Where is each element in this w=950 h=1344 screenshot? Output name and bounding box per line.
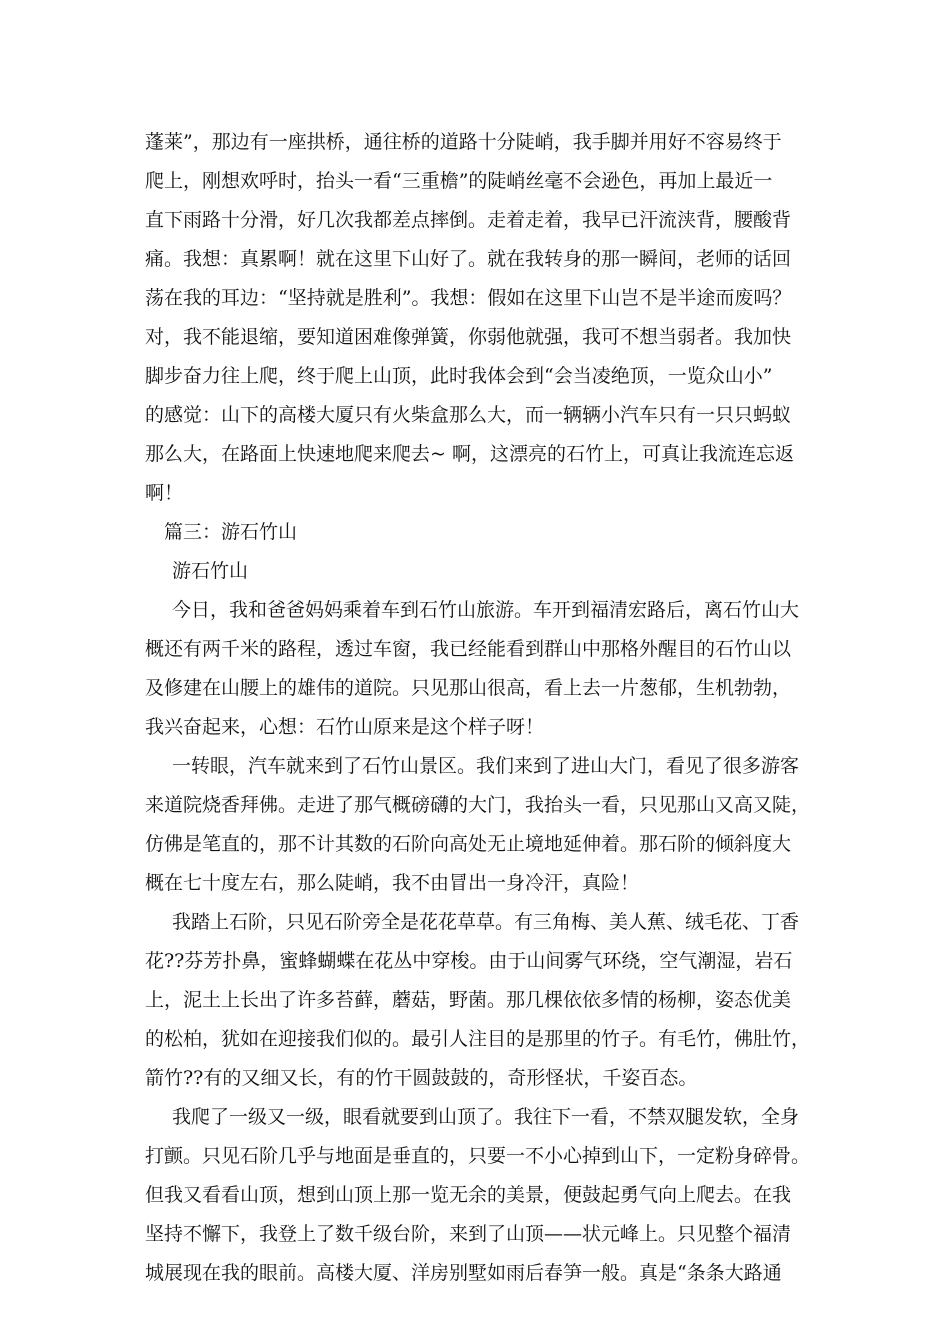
text-line: 今日，我和爸爸妈妈乘着车到石竹山旅游。车开到福清宏路后，离石竹山大 <box>172 599 800 621</box>
text-line: 啊！ <box>145 482 184 504</box>
section-heading: 篇三：游石竹山 <box>164 521 298 543</box>
text-line: 蓬莱”，那边有一座拱桥，通往桥的道路十分陡峭，我手脚并用好不容易终于 <box>145 131 782 153</box>
text-line: 花??芬芳扑鼻，蜜蜂蝴蝶在花丛中穿梭。由于山间雾气环绕，空气潮湿，岩石 <box>145 950 793 972</box>
text-line: 一转眼，汽车就来到了石竹山景区。我们来到了进山大门，看见了很多游客 <box>172 755 800 777</box>
article-title: 游石竹山 <box>172 560 249 582</box>
text-line: 爬上，刚想欢呼时，抬头一看“三重檐”的陡峭丝毫不会逊色，再加上最近一 <box>145 170 773 192</box>
text-line: 及修建在山腰上的雄伟的道院。只见那山很高，看上去一片葱郁，生机勃勃， <box>145 677 792 699</box>
text-line: 对，我不能退缩，要知道困难像弹簧，你弱他就强，我可不想当弱者。我加快 <box>145 326 792 348</box>
text-line: 概在七十度左右，那么陡峭，我不由冒出一身冷汗，真险！ <box>145 872 640 894</box>
text-line: 来道院烧香拜佛。走进了那气概磅礴的大门，我抬头一看，只见那山又高又陡， <box>145 794 811 816</box>
text-line: 的松柏，犹如在迎接我们似的。最引人注目的是那里的竹子。有毛竹，佛肚竹， <box>145 1028 811 1050</box>
text-line: 打颤。只见石阶几乎与地面是垂直的，只要一不小心掉到山下，一定粉身碎骨。 <box>145 1145 811 1167</box>
text-line: 荡在我的耳边：“坚持就是胜利”。我想：假如在这里下山岂不是半途而废吗？ <box>145 287 792 309</box>
text-line: 的感觉：山下的高楼大厦只有火柴盒那么大，而一辆辆小汽车只有一只只蚂蚁 <box>145 404 792 426</box>
text-line: 概还有两千米的路程，透过车窗，我已经能看到群山中那格外醒目的石竹山以 <box>145 638 792 660</box>
text-line: 直下雨路十分滑，好几次我都差点摔倒。走着走着，我早已汗流浃背，腰酸背 <box>145 209 792 231</box>
text-line: 上，泥土上长出了许多苔藓，蘑菇，野菌。那几棵依依多情的杨柳，姿态优美 <box>145 989 792 1011</box>
text-line: 坚持不懈下，我登上了数千级台阶，来到了山顶——状元峰上。只见整个福清 <box>145 1223 792 1245</box>
text-line: 我踏上石阶，只见石阶旁全是花花草草。有三角梅、美人蕉、绒毛花、丁香 <box>172 911 800 933</box>
text-line: 仿佛是笔直的，那不计其数的石阶向高处无止境地延伸着。那石阶的倾斜度大 <box>145 833 792 855</box>
text-line: 城展现在我的眼前。高楼大厦、洋房别墅如雨后春笋一般。真是“条条大路通 <box>145 1262 782 1284</box>
text-line: 我兴奋起来，心想：石竹山原来是这个样子呀！ <box>145 716 545 738</box>
text-line: 那么大，在路面上快速地爬来爬去~ 啊，这漂亮的石竹上，可真让我流连忘返 <box>145 443 794 465</box>
text-line: 痛。我想：真累啊！就在这里下山好了。就在我转身的那一瞬间，老师的话回 <box>145 248 792 270</box>
text-line: 我爬了一级又一级，眼看就要到山顶了。我往下一看，不禁双腿发软，全身 <box>172 1106 800 1128</box>
text-line: 箭竹??有的又细又长，有的竹干圆鼓鼓的，奇形怪状，千姿百态。 <box>145 1067 698 1089</box>
text-line: 脚步奋力往上爬，终于爬上山顶，此时我体会到“会当凌绝顶，一览众山小” <box>145 365 773 387</box>
text-line: 但我又看看山顶，想到山顶上那一览无余的美景，便鼓起勇气向上爬去。在我 <box>145 1184 792 1206</box>
